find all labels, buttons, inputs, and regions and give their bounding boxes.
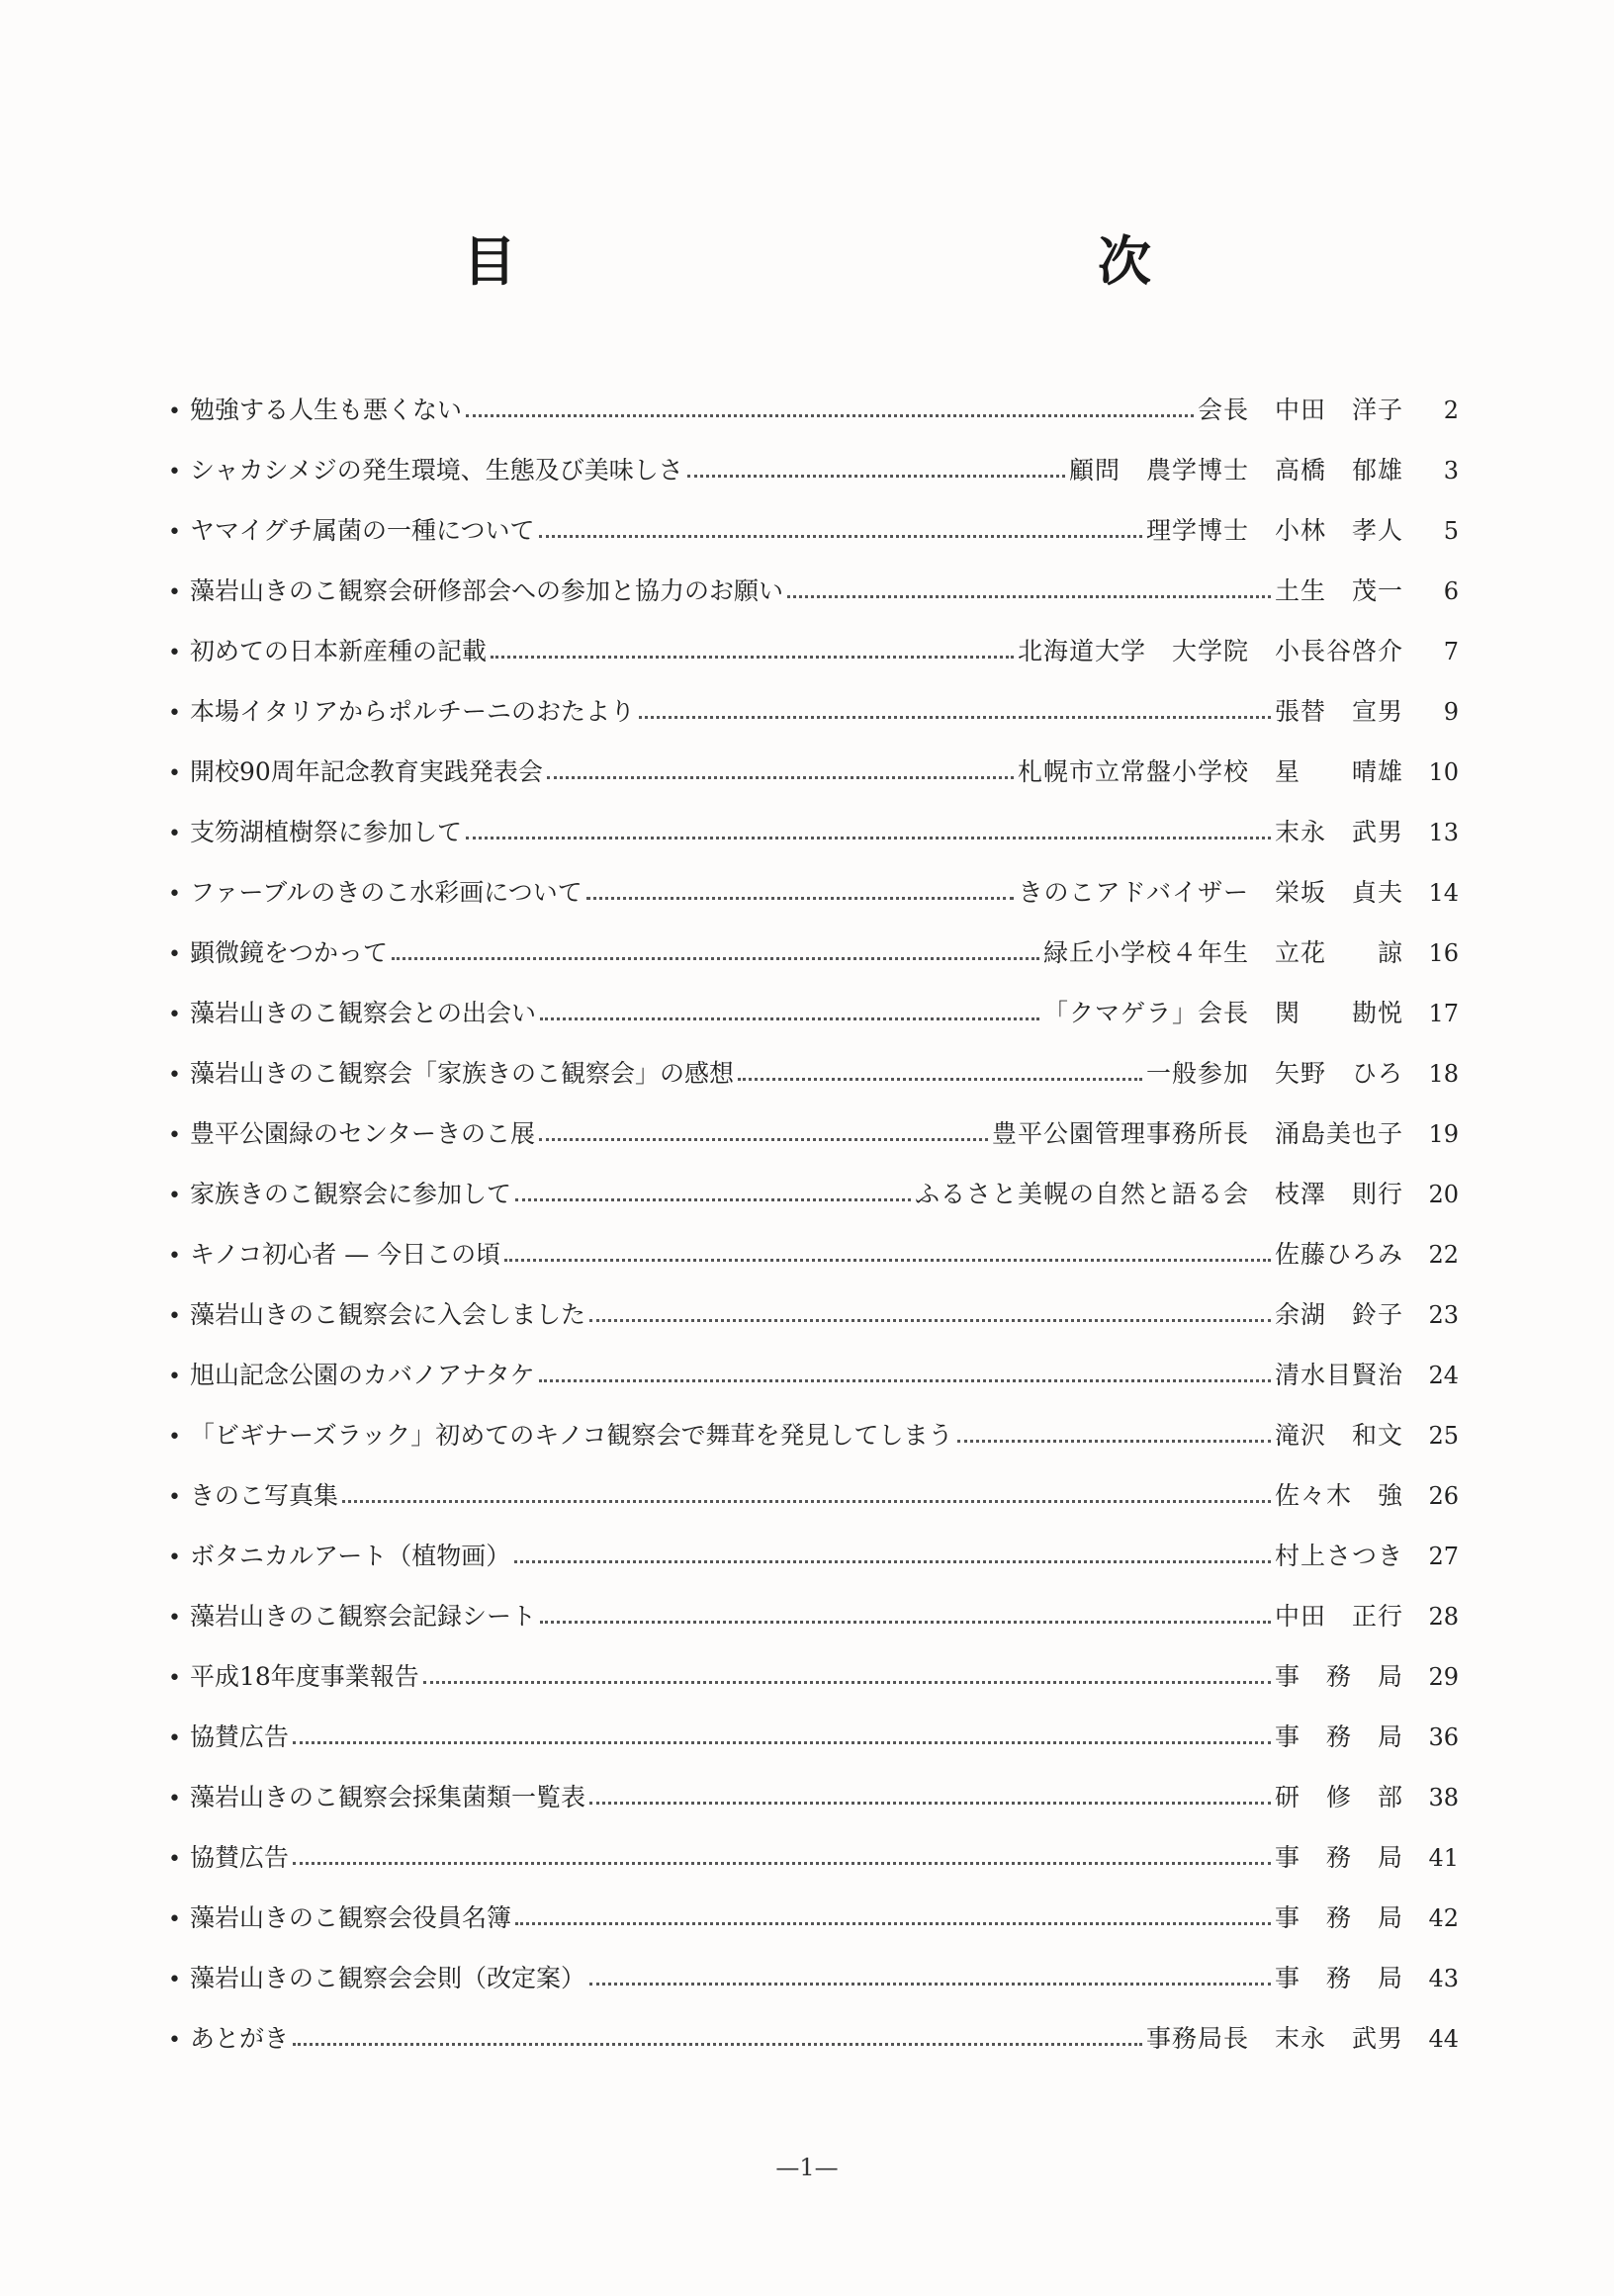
dot-leader: [589, 1802, 1271, 1805]
bullet-icon: •: [168, 2028, 181, 2053]
toc-entry: [168, 1888, 1459, 1948]
bullet-icon: •: [168, 1485, 181, 1510]
toc-entry: [168, 561, 1459, 621]
toc-entry-page-number: 6: [1443, 577, 1459, 605]
toc-entry: [168, 1284, 1459, 1345]
dot-leader: [539, 1379, 1271, 1382]
toc-entry-page-number: 43: [1428, 1965, 1459, 1992]
dot-leader: [787, 595, 1271, 598]
bullet-icon: •: [168, 1787, 181, 1811]
toc-entry-author: 佐々木 強: [1274, 1481, 1403, 1510]
dot-leader: [589, 1319, 1271, 1322]
toc-entry-author: 佐藤ひろみ: [1274, 1240, 1403, 1269]
toc-entry: [168, 1948, 1459, 2008]
toc-entry-title: 藻岩山きのこ観察会採集菌類一覧表: [190, 1783, 586, 1811]
bullet-icon: •: [168, 1907, 181, 1932]
dot-leader: [540, 1017, 1039, 1020]
toc-entry-page-number: 2: [1443, 397, 1459, 424]
toc-entry-title: 平成18年度事業報告: [190, 1662, 419, 1691]
toc-entry-page-number: 23: [1428, 1301, 1459, 1329]
toc-entry: [168, 983, 1459, 1043]
bullet-icon: •: [168, 1304, 181, 1329]
dot-leader: [293, 2043, 1142, 2046]
bullet-icon: •: [168, 1365, 181, 1389]
toc-entry-title: 勉強する人生も悪くない: [190, 396, 463, 424]
toc-entry-author: 豊平公園管理事務所長 涌島美也子: [991, 1119, 1403, 1148]
toc-entry-page-number: 7: [1443, 638, 1459, 665]
dot-leader: [957, 1440, 1271, 1443]
toc-entry-page-number: 5: [1443, 517, 1459, 545]
toc-entry-title: ヤマイグチ属菌の一種について: [190, 516, 535, 545]
toc-entry-author: 余湖 鈴子: [1274, 1300, 1403, 1329]
toc-entry: [168, 1646, 1459, 1707]
dot-leader: [515, 1922, 1271, 1925]
toc-entry-author: 「クマゲラ」会長 関 勘悦: [1042, 999, 1403, 1027]
dot-leader: [539, 1138, 988, 1141]
toc-entry: [168, 1707, 1459, 1767]
bullet-icon: •: [168, 1545, 181, 1570]
dot-leader: [466, 837, 1271, 839]
toc-entry-page-number: 19: [1428, 1120, 1459, 1148]
toc-entry: [168, 742, 1459, 802]
toc-entry: [168, 681, 1459, 742]
dot-leader: [540, 1621, 1271, 1624]
toc-entry-author: きのこアドバイザー 栄坂 貞夫: [1018, 878, 1403, 907]
dot-leader: [586, 897, 1015, 900]
toc-entry-page-number: 29: [1428, 1663, 1459, 1691]
toc-entry: [168, 380, 1459, 440]
dot-leader: [342, 1500, 1271, 1503]
toc-entry-page-number: 13: [1428, 819, 1459, 846]
toc-entry-page-number: 36: [1428, 1723, 1459, 1751]
toc-entry-title: あとがき: [190, 2024, 290, 2053]
dot-leader: [687, 475, 1065, 478]
bullet-icon: •: [168, 520, 181, 545]
bullet-icon: •: [168, 822, 181, 846]
toc-entry-title: 本場イタリアからポルチーニのおたより: [190, 697, 636, 726]
toc-entry-page-number: 10: [1428, 758, 1459, 786]
toc-entry-author: 顧問 農学博士 高橋 郁雄: [1068, 456, 1403, 485]
toc-entry-author: 事 務 局: [1274, 1722, 1403, 1751]
bullet-icon: •: [168, 1726, 181, 1751]
toc-entry-page-number: 44: [1428, 2025, 1459, 2053]
toc-entry-title: 顕微鏡をつかって: [190, 938, 389, 967]
toc-entry-page-number: 41: [1428, 1844, 1459, 1872]
toc-entry-author: 中田 正行: [1274, 1602, 1403, 1631]
page-footer-number: —1—: [775, 2154, 839, 2181]
toc-entry-title: 豊平公園緑のセンターきのこ展: [190, 1119, 536, 1148]
toc-entry: [168, 1164, 1459, 1224]
toc-entry-page-number: 25: [1428, 1422, 1459, 1450]
dot-leader: [589, 1983, 1271, 1986]
toc-entry-title: 支笏湖植樹祭に参加して: [190, 818, 463, 846]
dot-leader: [491, 656, 1014, 659]
bullet-icon: •: [168, 580, 181, 605]
bullet-icon: •: [168, 1425, 181, 1450]
toc-entry-title: 旭山記念公園のカバノアナタケ: [190, 1361, 535, 1389]
toc-entry-page-number: 20: [1428, 1181, 1459, 1208]
toc-entry-title: 藻岩山きのこ観察会会則（改定案）: [190, 1964, 586, 1992]
bullet-icon: •: [168, 1666, 181, 1691]
toc-entry-page-number: 28: [1428, 1603, 1459, 1631]
toc-entry-author: 末永 武男: [1274, 818, 1403, 846]
toc-entry-title: 藻岩山きのこ観察会との出会い: [190, 999, 537, 1027]
bullet-icon: •: [168, 460, 181, 485]
toc-entry-title: 藻岩山きのこ観察会研修部会への参加と協力のお願い: [190, 576, 784, 605]
toc-entry-title: きのこ写真集: [190, 1481, 339, 1510]
dot-leader: [738, 1078, 1142, 1081]
dot-leader: [293, 1741, 1271, 1744]
bullet-icon: •: [168, 701, 181, 726]
toc-entry-page-number: 27: [1428, 1543, 1459, 1570]
toc-entry-title: 協賛広告: [190, 1722, 290, 1751]
bullet-icon: •: [168, 399, 181, 424]
toc-entry-title: キノコ初心者 — 今日この頃: [190, 1240, 501, 1269]
bullet-icon: •: [168, 1184, 181, 1208]
toc-entry: [168, 1104, 1459, 1164]
toc-entry-author: 理学博士 小林 孝人: [1145, 516, 1403, 545]
toc-entry: [168, 1767, 1459, 1827]
toc-entry-page-number: 22: [1428, 1241, 1459, 1269]
dot-leader: [423, 1681, 1271, 1684]
toc-entry-title: ファーブルのきのこ水彩画について: [190, 878, 583, 907]
toc-entry-page-number: 24: [1428, 1362, 1459, 1389]
toc-entry-author: 事 務 局: [1274, 1964, 1403, 1992]
toc-entry: [168, 500, 1459, 561]
toc-entry: [168, 1586, 1459, 1646]
toc-entry-page-number: 16: [1428, 939, 1459, 967]
toc-entry: [168, 1345, 1459, 1405]
toc-entry-title: 藻岩山きのこ観察会記録シート: [190, 1602, 537, 1631]
toc-entry: [168, 862, 1459, 923]
toc-entry: [168, 1405, 1459, 1465]
dot-leader: [293, 1862, 1271, 1865]
toc-entry: [168, 923, 1459, 983]
toc-entry-title: 藻岩山きのこ観察会に入会しました: [190, 1300, 586, 1329]
bullet-icon: •: [168, 942, 181, 967]
toc-entry-title: 初めての日本新産種の記載: [190, 637, 488, 665]
toc-entry-author: 一般参加 矢野 ひろ: [1145, 1059, 1403, 1088]
toc-entry-author: 事 務 局: [1274, 1662, 1403, 1691]
bullet-icon: •: [168, 1244, 181, 1269]
toc-entry: [168, 1224, 1459, 1284]
bullet-icon: •: [168, 1063, 181, 1088]
toc-entry-title: 「ビギナーズラック」初めてのキノコ観察会で舞茸を発見してしまう: [190, 1421, 953, 1450]
dot-leader: [539, 535, 1142, 538]
toc-entry: [168, 1465, 1459, 1526]
toc-entry-author: 事務局長 末永 武男: [1145, 2024, 1403, 2053]
toc-entry-author: 緑丘小学校４年生 立花 諒: [1042, 938, 1403, 967]
toc-entry-page-number: 26: [1428, 1482, 1459, 1510]
toc-entry-title: 協賛広告: [190, 1843, 290, 1872]
dot-leader: [547, 776, 1014, 779]
toc-entry-title: ボタニカルアート（植物画）: [190, 1542, 511, 1570]
toc-entry: [168, 1526, 1459, 1586]
dot-leader: [392, 957, 1039, 960]
toc-entry-page-number: 14: [1428, 879, 1459, 907]
toc-entry-author: 滝沢 和文: [1274, 1421, 1403, 1450]
toc-entry: [168, 2008, 1459, 2069]
toc-entry-author: 土生 茂一: [1274, 576, 1403, 605]
toc-entry-page-number: 9: [1443, 698, 1459, 726]
toc-entry-title: 開校90周年記念教育実践発表会: [190, 757, 543, 786]
bullet-icon: •: [168, 1968, 181, 1992]
toc-entry: [168, 621, 1459, 681]
toc-entry-author: 北海道大学 大学院 小長谷啓介: [1017, 637, 1403, 665]
toc-entry-title: 家族きのこ観察会に参加して: [190, 1180, 512, 1208]
toc-entry-title: シャカシメジの発生環境、生態及び美味しさ: [190, 456, 683, 485]
toc-entry-title: 藻岩山きのこ観察会役員名簿: [190, 1903, 512, 1932]
toc-entry-author: 会長 中田 洋子: [1197, 396, 1403, 424]
dot-leader: [514, 1560, 1271, 1563]
toc-entry-page-number: 18: [1428, 1060, 1459, 1088]
toc-entry-title: 藻岩山きのこ観察会「家族きのこ観察会」の感想: [190, 1059, 735, 1088]
dot-leader: [466, 414, 1194, 417]
bullet-icon: •: [168, 1606, 181, 1631]
toc-entry-author: 清水目賢治: [1274, 1361, 1403, 1389]
table-of-contents: [168, 380, 1459, 2069]
toc-entry: [168, 1827, 1459, 1888]
bullet-icon: •: [168, 761, 181, 786]
dot-leader: [515, 1198, 911, 1201]
bullet-icon: •: [168, 1847, 181, 1872]
toc-entry: [168, 1043, 1459, 1104]
toc-entry: [168, 440, 1459, 500]
bullet-icon: •: [168, 1003, 181, 1027]
toc-entry: [168, 802, 1459, 862]
toc-entry-author: 村上さつき: [1274, 1542, 1403, 1570]
dot-leader: [639, 716, 1271, 719]
toc-entry-author: 張替 宣男: [1274, 697, 1403, 726]
toc-entry-author: ふるさと美幌の自然と語る会 枝澤 則行: [914, 1180, 1403, 1208]
bullet-icon: •: [168, 882, 181, 907]
toc-entry-author: 事 務 局: [1274, 1903, 1403, 1932]
toc-entry-author: 札幌市立常盤小学校 星 晴雄: [1017, 757, 1403, 786]
toc-entry-page-number: 3: [1443, 457, 1459, 485]
dot-leader: [504, 1259, 1271, 1262]
bullet-icon: •: [168, 641, 181, 665]
toc-entry-author: 研 修 部: [1274, 1783, 1403, 1811]
toc-entry-page-number: 17: [1428, 1000, 1459, 1027]
toc-entry-page-number: 42: [1428, 1904, 1459, 1932]
bullet-icon: •: [168, 1123, 181, 1148]
page-title: 目 次: [463, 230, 1309, 293]
toc-entry-author: 事 務 局: [1274, 1843, 1403, 1872]
toc-entry-page-number: 38: [1428, 1784, 1459, 1811]
